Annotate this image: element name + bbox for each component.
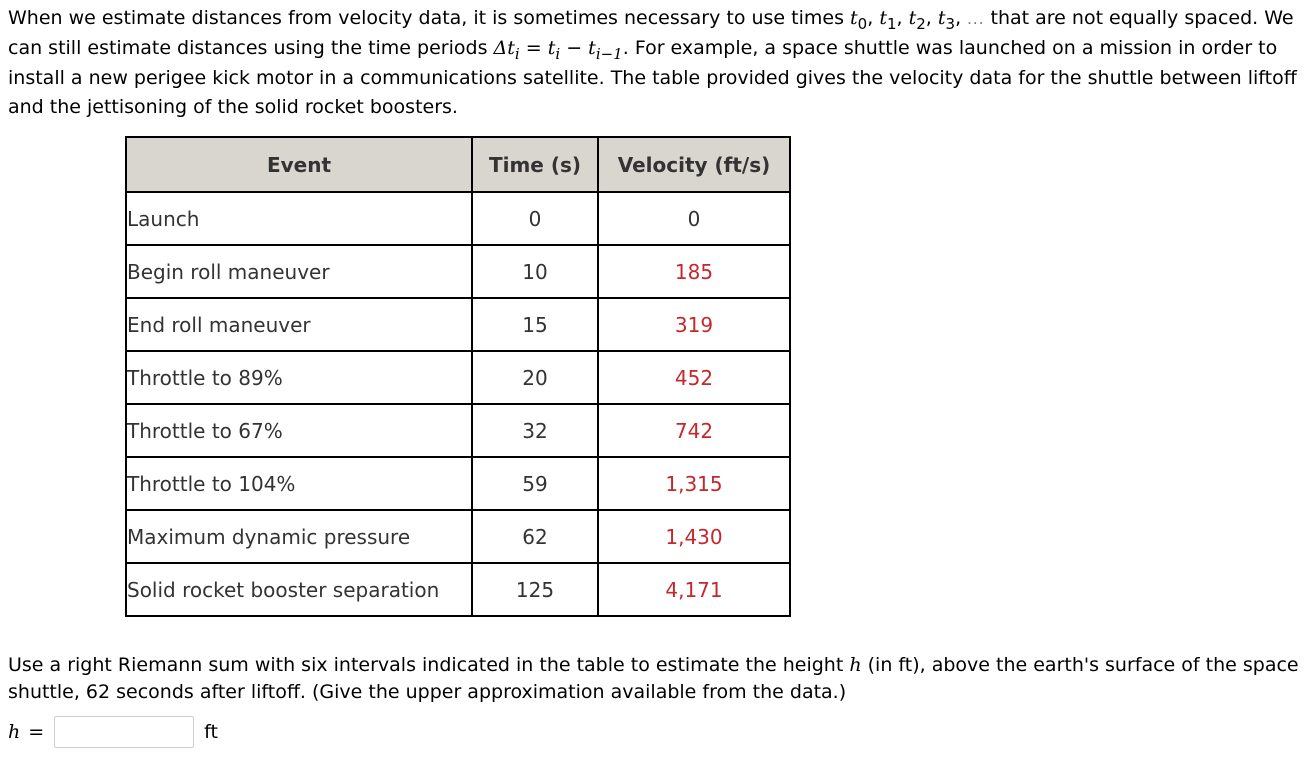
event-cell: Throttle to 89% — [126, 351, 472, 404]
time-cell: 59 — [472, 457, 598, 510]
event-cell: Maximum dynamic pressure — [126, 510, 472, 563]
ellipsis: ... — [967, 10, 985, 28]
header-event: Event — [126, 137, 472, 192]
question-text-2: (in ft), above the earth's surface of the space shuttle, 62 seconds after liftoff. (Give the upper approximation available from the data.) — [8, 654, 1299, 703]
time-var-t2: $t_2$ — [908, 7, 926, 33]
velocity-cell: 4,171 — [598, 563, 790, 616]
time-var-t1: $t_1$ — [879, 7, 897, 33]
table-row — [126, 192, 790, 245]
event-cell: Throttle to 104% — [126, 457, 472, 510]
question-text-1: Use a right Riemann sum with six intervals indicated in the table to estimate the height — [8, 654, 844, 676]
event-cell: Throttle to 67% — [126, 404, 472, 457]
event-cell: End roll maneuver — [126, 298, 472, 351]
event-cell: Solid rocket booster separation — [126, 563, 472, 616]
table-row — [126, 563, 790, 616]
velocity-cell: 185 — [598, 245, 790, 298]
time-cell: 10 — [472, 245, 598, 298]
time-cell: 0 — [472, 192, 598, 245]
answer-row — [8, 714, 218, 750]
table-row — [126, 351, 790, 404]
event-cell: Begin roll maneuver — [126, 245, 472, 298]
intro-text-3: . For example, a space shuttle was launched on a mission in order to install a new perigee kick motor in a communications satellite. The table provided gives the velocity data for the shuttle between liftoff and the jettisoning of the solid rocket boosters. — [8, 37, 1297, 118]
header-velocity: Velocity (ft/s) — [598, 137, 790, 192]
intro-text-1: When we estimate distances from velocity data, it is sometimes necessary to use times — [8, 7, 844, 29]
event-cell: Launch — [126, 192, 472, 245]
velocity-cell: 0 — [598, 192, 790, 245]
time-cell: 15 — [472, 298, 598, 351]
answer-equals: = — [28, 721, 45, 743]
answer-input[interactable] — [54, 716, 194, 748]
question-text — [8, 652, 1304, 706]
time-cell: 32 — [472, 404, 598, 457]
answer-unit: ft — [204, 721, 218, 743]
velocity-cell: 452 — [598, 351, 790, 404]
question-paragraph — [8, 652, 1304, 706]
table-row — [126, 510, 790, 563]
time-var-t3: $t_3$ — [937, 7, 956, 33]
velocity-cell: 1,315 — [598, 457, 790, 510]
velocity-cell: 742 — [598, 404, 790, 457]
problem-intro — [8, 4, 1304, 122]
time-cell: 125 — [472, 563, 598, 616]
table-row — [126, 298, 790, 351]
table-header-row — [126, 137, 790, 192]
header-time: Time (s) — [472, 137, 598, 192]
velocity-cell: 1,430 — [598, 510, 790, 563]
intro-paragraph: When we estimate distances from velocity data, it is sometimes necessary to use times $t_0$, $t_1$, $t_2$, $t_3$, ... that are not equally spaced. We can still estimate distances using the time periods $\Delta t_i = t_i - t_{i-1}$. For example, a space shuttle was launched on a mission in order to install a new perigee kick motor in a communications satellite. The table provided gives the velocity data for the shuttle between liftoff and the jettisoning of the solid rocket boosters. — [8, 7, 1297, 118]
answer-label: h — [8, 721, 21, 743]
height-var: h — [849, 654, 862, 676]
velocity-cell: 319 — [598, 298, 790, 351]
time-var-t0: $t_0$ — [850, 7, 868, 33]
table-row — [126, 245, 790, 298]
velocity-table — [125, 136, 791, 617]
time-cell: 62 — [472, 510, 598, 563]
table-row — [126, 404, 790, 457]
time-cell: 20 — [472, 351, 598, 404]
table-row — [126, 457, 790, 510]
delta-t-formula: $\Delta t_i$ — [493, 37, 520, 63]
intro-text-2: that are not equally spaced. We can still estimate distances using the time periods — [8, 7, 1294, 59]
